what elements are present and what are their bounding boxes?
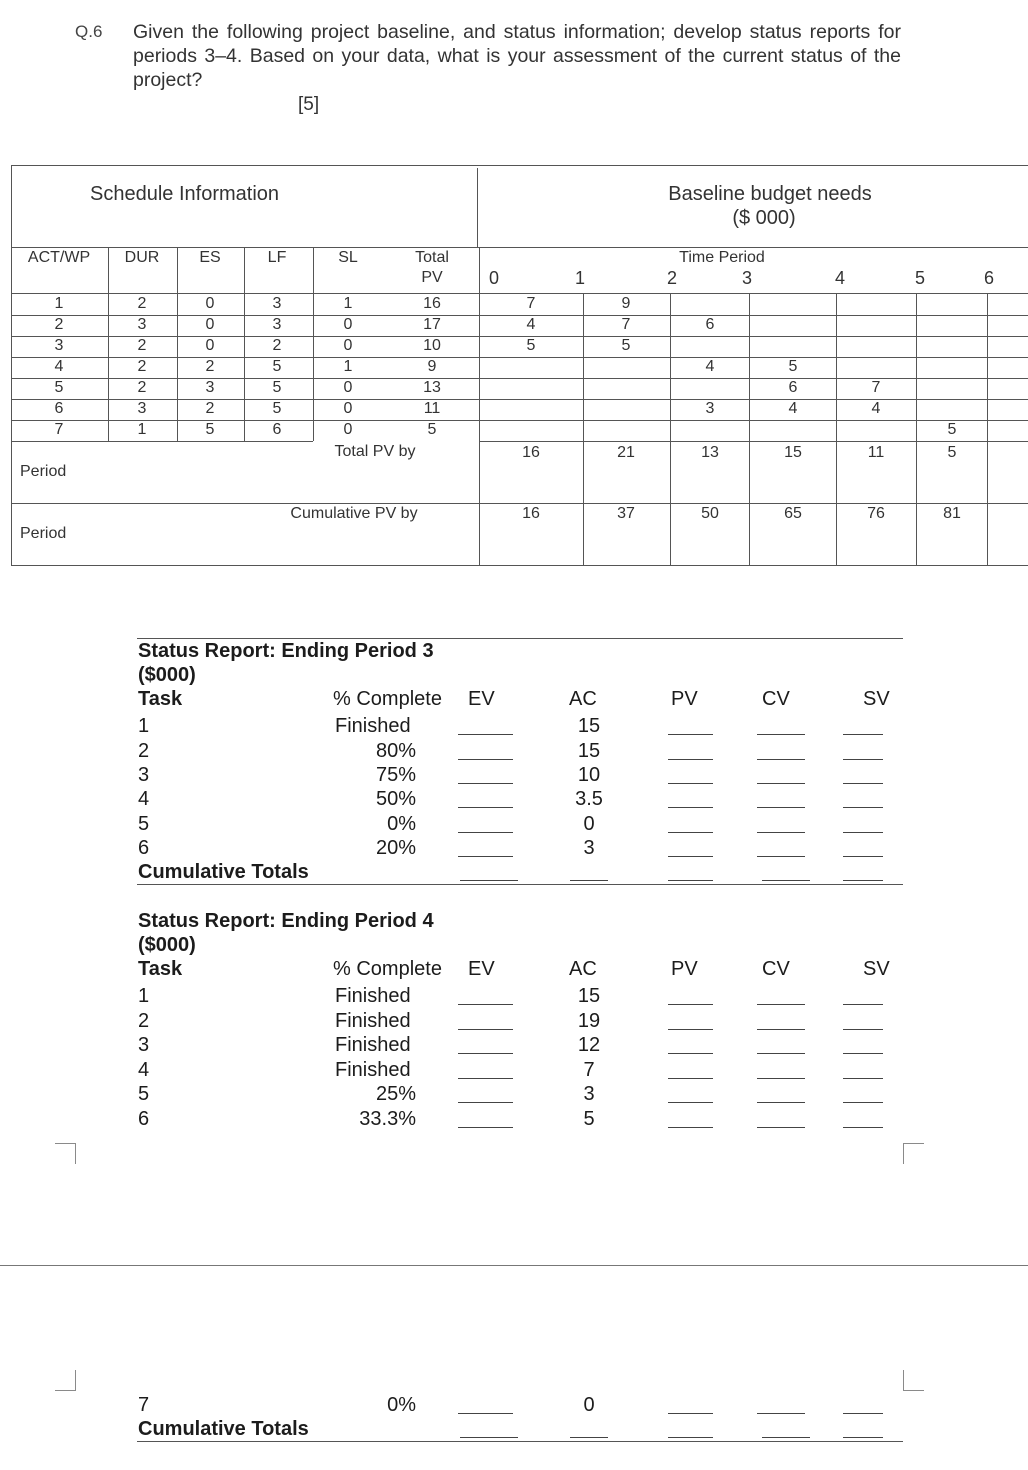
sv-total-blank	[843, 1437, 883, 1438]
cell-sl: 0	[343, 400, 353, 417]
cell-act: 5	[54, 379, 64, 396]
cell-lf: 3	[272, 295, 282, 312]
report-unit: ($000)	[138, 664, 196, 686]
task-number: 6	[138, 1108, 150, 1130]
sv-blank	[843, 1004, 883, 1005]
actual-cost: 19	[577, 1010, 601, 1032]
cell-p2: 7	[621, 316, 631, 333]
cumulative-totals-label: Cumulative Totals	[138, 1418, 309, 1440]
cv-total-blank	[762, 1437, 810, 1438]
cv-blank	[757, 1053, 805, 1054]
pv-total-blank	[668, 1437, 713, 1438]
crop-mark-top-left	[55, 1143, 76, 1164]
table-row-rule	[11, 441, 313, 442]
cell-sl: 0	[343, 421, 353, 438]
task-number: 5	[138, 813, 150, 835]
crop-mark-bottom-right	[903, 1370, 924, 1391]
cell-act: 6	[54, 400, 64, 417]
table-col-rule	[244, 248, 245, 441]
cumulative-period-label: Period	[20, 525, 67, 542]
col-header-sv: SV	[863, 688, 890, 710]
table-col-rule	[177, 248, 178, 441]
period-header: 6	[983, 268, 995, 288]
cell-dur: 2	[137, 295, 147, 312]
task-number: 6	[138, 837, 150, 859]
percent-complete: 80%	[375, 740, 416, 762]
cumulative-pv-value: 16	[522, 505, 540, 522]
percent-complete: 75%	[375, 764, 416, 786]
pv-blank	[668, 807, 713, 808]
table-col-rule	[749, 294, 750, 566]
cell-act: 1	[54, 295, 64, 312]
cell-p2: 9	[621, 295, 631, 312]
cell-p3: 3	[705, 400, 715, 417]
pv-blank	[668, 832, 713, 833]
cv-blank	[757, 1004, 805, 1005]
cell-es: 2	[205, 400, 215, 417]
actual-cost: 3.5	[575, 788, 603, 810]
report-bottom-rule	[137, 1441, 903, 1442]
report-unit: ($000)	[138, 934, 196, 956]
sv-blank	[843, 832, 883, 833]
cv-total-blank	[762, 880, 810, 881]
budget-unit: ($ 000)	[732, 207, 796, 229]
percent-complete: Finished	[335, 985, 411, 1007]
cell-act: 7	[54, 421, 64, 438]
cv-blank	[757, 807, 805, 808]
table-col-rule	[836, 294, 837, 566]
col-header-pct-complete: % Complete	[333, 958, 442, 980]
col-header-ac: AC	[569, 688, 597, 710]
table-row-rule	[11, 420, 1028, 421]
cell-sl: 1	[343, 358, 353, 375]
total-pv-value: 21	[617, 444, 635, 461]
pv-blank	[668, 856, 713, 857]
col-header-cv: CV	[762, 958, 790, 980]
cell-sl: 0	[343, 316, 353, 333]
pv-blank	[668, 783, 713, 784]
ev-blank	[458, 856, 513, 857]
percent-complete: Finished	[335, 1059, 411, 1081]
cv-blank	[757, 832, 805, 833]
cv-blank	[757, 1078, 805, 1079]
col-header-ev: EV	[468, 958, 495, 980]
percent-complete: 20%	[375, 837, 416, 859]
table-header-rule	[11, 293, 1028, 294]
table-row-rule	[11, 336, 1028, 337]
col-header-pv: PV	[671, 688, 698, 710]
ev-blank	[458, 734, 513, 735]
actual-cost: 3	[583, 1083, 595, 1105]
table-col-rule	[916, 294, 917, 566]
pv-blank	[668, 1078, 713, 1079]
col-header-cv: CV	[762, 688, 790, 710]
col-header-sv: SV	[863, 958, 890, 980]
table-top-border	[11, 165, 1028, 166]
percent-complete: 25%	[375, 1083, 416, 1105]
ev-total-blank	[460, 1437, 518, 1438]
cell-pv: 9	[427, 358, 437, 375]
sv-blank	[843, 1053, 883, 1054]
col-header-es: ES	[199, 249, 221, 266]
task-number: 4	[138, 1059, 150, 1081]
table-row-rule	[11, 357, 1028, 358]
cell-lf: 2	[272, 337, 282, 354]
pv-blank	[668, 1413, 713, 1414]
cell-lf: 3	[272, 316, 282, 333]
table-col-rule	[108, 248, 109, 441]
cell-lf: 6	[272, 421, 282, 438]
cell-p4: 6	[788, 379, 798, 396]
sv-blank	[843, 783, 883, 784]
table-header-rule	[11, 247, 1028, 248]
pv-blank	[668, 759, 713, 760]
task-number: 3	[138, 764, 150, 786]
cell-p1: 7	[526, 295, 536, 312]
actual-cost: 15	[577, 715, 601, 737]
pv-blank	[668, 1029, 713, 1030]
cumulative-pv-value: 81	[943, 505, 961, 522]
cell-sl: 0	[343, 379, 353, 396]
ev-blank	[458, 1004, 513, 1005]
col-header-dur: DUR	[124, 249, 160, 266]
sv-blank	[843, 734, 883, 735]
cell-pv: 16	[423, 295, 441, 312]
actual-cost: 5	[583, 1108, 595, 1130]
cell-es: 0	[205, 295, 215, 312]
col-header-task: Task	[138, 958, 183, 980]
question-text: Given the following project baseline, and status information; develop status reports for periods 3–4. Based on your data, what is your assessment of the current status of the project?	[133, 21, 901, 91]
schedule-info-title: Schedule Information	[90, 183, 280, 205]
col-header-pct-complete: % Complete	[333, 688, 442, 710]
period-header: 1	[574, 268, 586, 288]
col-header-lf: LF	[267, 249, 287, 266]
task-number: 5	[138, 1083, 150, 1105]
budget-title: Baseline budget needs	[668, 183, 872, 205]
cell-dur: 2	[137, 337, 147, 354]
cell-act: 2	[54, 316, 64, 333]
percent-complete: Finished	[335, 1034, 411, 1056]
ev-blank	[458, 807, 513, 808]
sv-blank	[843, 1102, 883, 1103]
cv-blank	[757, 783, 805, 784]
cv-blank	[757, 856, 805, 857]
task-number: 7	[138, 1394, 150, 1416]
page-break-line	[0, 1265, 1028, 1266]
col-header-total: Total	[415, 249, 449, 266]
cell-lf: 5	[272, 379, 282, 396]
cell-es: 5	[205, 421, 215, 438]
table-row-rule	[11, 315, 1028, 316]
table-row-rule	[11, 503, 1028, 504]
table-divider	[477, 168, 478, 248]
percent-complete: Finished	[335, 1010, 411, 1032]
cell-es: 0	[205, 316, 215, 333]
report-top-rule	[137, 638, 903, 639]
sv-blank	[843, 807, 883, 808]
cell-es: 2	[205, 358, 215, 375]
task-number: 2	[138, 740, 150, 762]
pv-blank	[668, 1004, 713, 1005]
period-header: 0	[488, 268, 500, 288]
percent-complete: 0%	[387, 813, 416, 835]
sv-blank	[843, 1029, 883, 1030]
ev-blank	[458, 1053, 513, 1054]
ev-total-blank	[460, 880, 518, 881]
cell-p1: 5	[526, 337, 536, 354]
cv-blank	[757, 1127, 805, 1128]
sv-blank	[843, 759, 883, 760]
ev-blank	[458, 1127, 513, 1128]
report-bottom-rule	[137, 884, 903, 885]
pv-blank	[668, 1127, 713, 1128]
col-header-pv: PV	[421, 269, 443, 286]
ev-blank	[458, 783, 513, 784]
cell-dur: 3	[137, 400, 147, 417]
col-header-act: ACT/WP	[27, 249, 91, 266]
cell-p5: 7	[871, 379, 881, 396]
ev-blank	[458, 759, 513, 760]
ev-blank	[458, 1102, 513, 1103]
question-marks: [5]	[298, 94, 320, 115]
cell-pv: 10	[423, 337, 441, 354]
table-bottom-border	[11, 565, 1028, 566]
percent-complete: 50%	[375, 788, 416, 810]
actual-cost: 15	[577, 740, 601, 762]
task-number: 1	[138, 985, 150, 1007]
task-number: 3	[138, 1034, 150, 1056]
ev-blank	[458, 1029, 513, 1030]
actual-cost: 10	[577, 764, 601, 786]
col-header-ac: AC	[569, 958, 597, 980]
actual-cost: 0	[583, 813, 595, 835]
cell-dur: 2	[137, 379, 147, 396]
cell-act: 3	[54, 337, 64, 354]
total-pv-value: 15	[784, 444, 802, 461]
pv-total-blank	[668, 880, 713, 881]
cell-pv: 17	[423, 316, 441, 333]
cell-dur: 1	[137, 421, 147, 438]
table-col-rule	[987, 294, 988, 566]
total-pv-value: 13	[701, 444, 719, 461]
ac-total-blank	[570, 880, 608, 881]
col-header-pv: PV	[671, 958, 698, 980]
cell-pv: 5	[427, 421, 437, 438]
cumulative-pv-label: Cumulative PV by	[290, 505, 418, 522]
time-period-label: Time Period	[679, 249, 765, 266]
total-pv-label: Total PV by	[334, 443, 416, 460]
total-period-label: Period	[20, 463, 67, 480]
actual-cost: 7	[583, 1059, 595, 1081]
cell-sl: 0	[343, 337, 353, 354]
cell-p3: 4	[705, 358, 715, 375]
cell-p4: 4	[788, 400, 798, 417]
crop-mark-top-right	[903, 1143, 924, 1164]
period-header: 3	[741, 268, 753, 288]
cv-blank	[757, 759, 805, 760]
percent-complete: 0%	[387, 1394, 416, 1416]
cv-blank	[757, 1102, 805, 1103]
task-number: 1	[138, 715, 150, 737]
percent-complete: 33.3%	[359, 1108, 416, 1130]
question-number: Q.6	[75, 22, 103, 41]
cell-p3: 6	[705, 316, 715, 333]
pv-blank	[668, 734, 713, 735]
cell-p6: 5	[947, 421, 957, 438]
period-header: 2	[666, 268, 678, 288]
cell-p5: 4	[871, 400, 881, 417]
cumulative-totals-label: Cumulative Totals	[138, 861, 309, 883]
actual-cost: 0	[583, 1394, 595, 1416]
report-title: Status Report: Ending Period 3	[138, 640, 434, 662]
report-title: Status Report: Ending Period 4	[138, 910, 434, 932]
actual-cost: 12	[577, 1034, 601, 1056]
actual-cost: 15	[577, 985, 601, 1007]
cell-act: 4	[54, 358, 64, 375]
period-header: 5	[914, 268, 926, 288]
cumulative-pv-value: 37	[617, 505, 635, 522]
cell-lf: 5	[272, 400, 282, 417]
sv-blank	[843, 1078, 883, 1079]
table-col-rule	[583, 294, 584, 566]
col-header-ev: EV	[468, 688, 495, 710]
cell-p2: 5	[621, 337, 631, 354]
ac-total-blank	[570, 1437, 608, 1438]
cv-blank	[757, 1413, 805, 1414]
table-left-border	[11, 165, 12, 566]
task-number: 2	[138, 1010, 150, 1032]
cumulative-pv-value: 65	[784, 505, 802, 522]
table-row-rule	[480, 441, 1028, 442]
sv-blank	[843, 1127, 883, 1128]
table-col-rule	[670, 294, 671, 566]
cv-blank	[757, 1029, 805, 1030]
sv-blank	[843, 1413, 883, 1414]
cell-dur: 2	[137, 358, 147, 375]
cell-pv: 11	[423, 400, 441, 417]
cumulative-pv-value: 50	[701, 505, 719, 522]
cell-lf: 5	[272, 358, 282, 375]
cv-blank	[757, 734, 805, 735]
total-pv-value: 11	[867, 444, 885, 461]
crop-mark-bottom-left	[55, 1370, 76, 1391]
cell-sl: 1	[343, 295, 353, 312]
ev-blank	[458, 1413, 513, 1414]
sv-total-blank	[843, 880, 883, 881]
sv-blank	[843, 856, 883, 857]
cell-pv: 13	[423, 379, 441, 396]
ev-blank	[458, 1078, 513, 1079]
col-header-task: Task	[138, 688, 183, 710]
percent-complete: Finished	[335, 715, 411, 737]
total-pv-value: 16	[522, 444, 540, 461]
actual-cost: 3	[583, 837, 595, 859]
cumulative-pv-value: 76	[867, 505, 885, 522]
table-divider	[479, 248, 480, 566]
task-number: 4	[138, 788, 150, 810]
pv-blank	[668, 1102, 713, 1103]
ev-blank	[458, 832, 513, 833]
total-pv-value: 5	[947, 444, 957, 461]
cell-es: 3	[205, 379, 215, 396]
col-header-sl: SL	[338, 249, 358, 266]
table-col-rule	[313, 248, 314, 441]
cell-es: 0	[205, 337, 215, 354]
period-header: 4	[834, 268, 846, 288]
cell-p4: 5	[788, 358, 798, 375]
cell-p1: 4	[526, 316, 536, 333]
pv-blank	[668, 1053, 713, 1054]
cell-dur: 3	[137, 316, 147, 333]
